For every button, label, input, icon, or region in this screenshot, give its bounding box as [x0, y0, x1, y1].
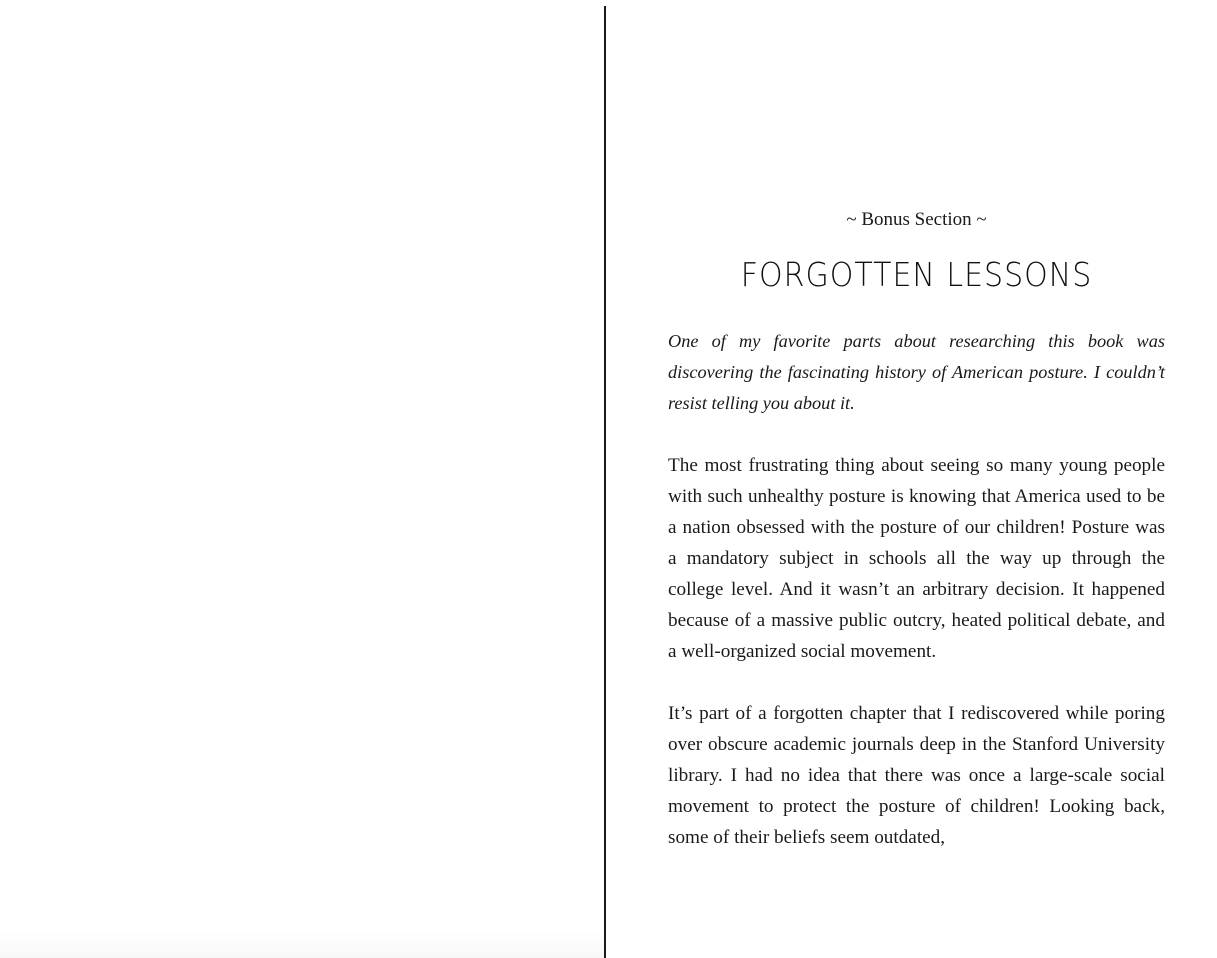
- body-paragraph-2: It’s part of a forgotten chapter that I rediscovered while poring over obscure academic journals deep in the Stanford University library. I had no idea that there was once a large-scale social movement to protect the posture of children! Looking back, some of their beliefs seem outdated,: [668, 703, 1165, 848]
- page-text: [668, 206, 1165, 853]
- body-paragraph-1: The most frustrating thing about seeing so many young people with such unhealthy posture is knowing that America used to be a nation obsessed with the posture of our children! Posture was a mandatory subject in schools all the way up through the college level. And it wasn’t an arbitrary decision. It happened because of a massive public outcry, heated political debate, and a well-organized social movement.: [668, 455, 1165, 662]
- right-page[interactable]: [606, 0, 1217, 958]
- section-label: ~ Bonus Section ~: [846, 209, 987, 230]
- chapter-title: FORGOTTEN LESSONS: [740, 256, 1093, 295]
- intro-paragraph: One of my favorite parts about researching this book was discovering the fascinating history of American posture. I couldn’t resist telling you about it.: [668, 331, 1165, 413]
- left-page[interactable]: [0, 0, 605, 958]
